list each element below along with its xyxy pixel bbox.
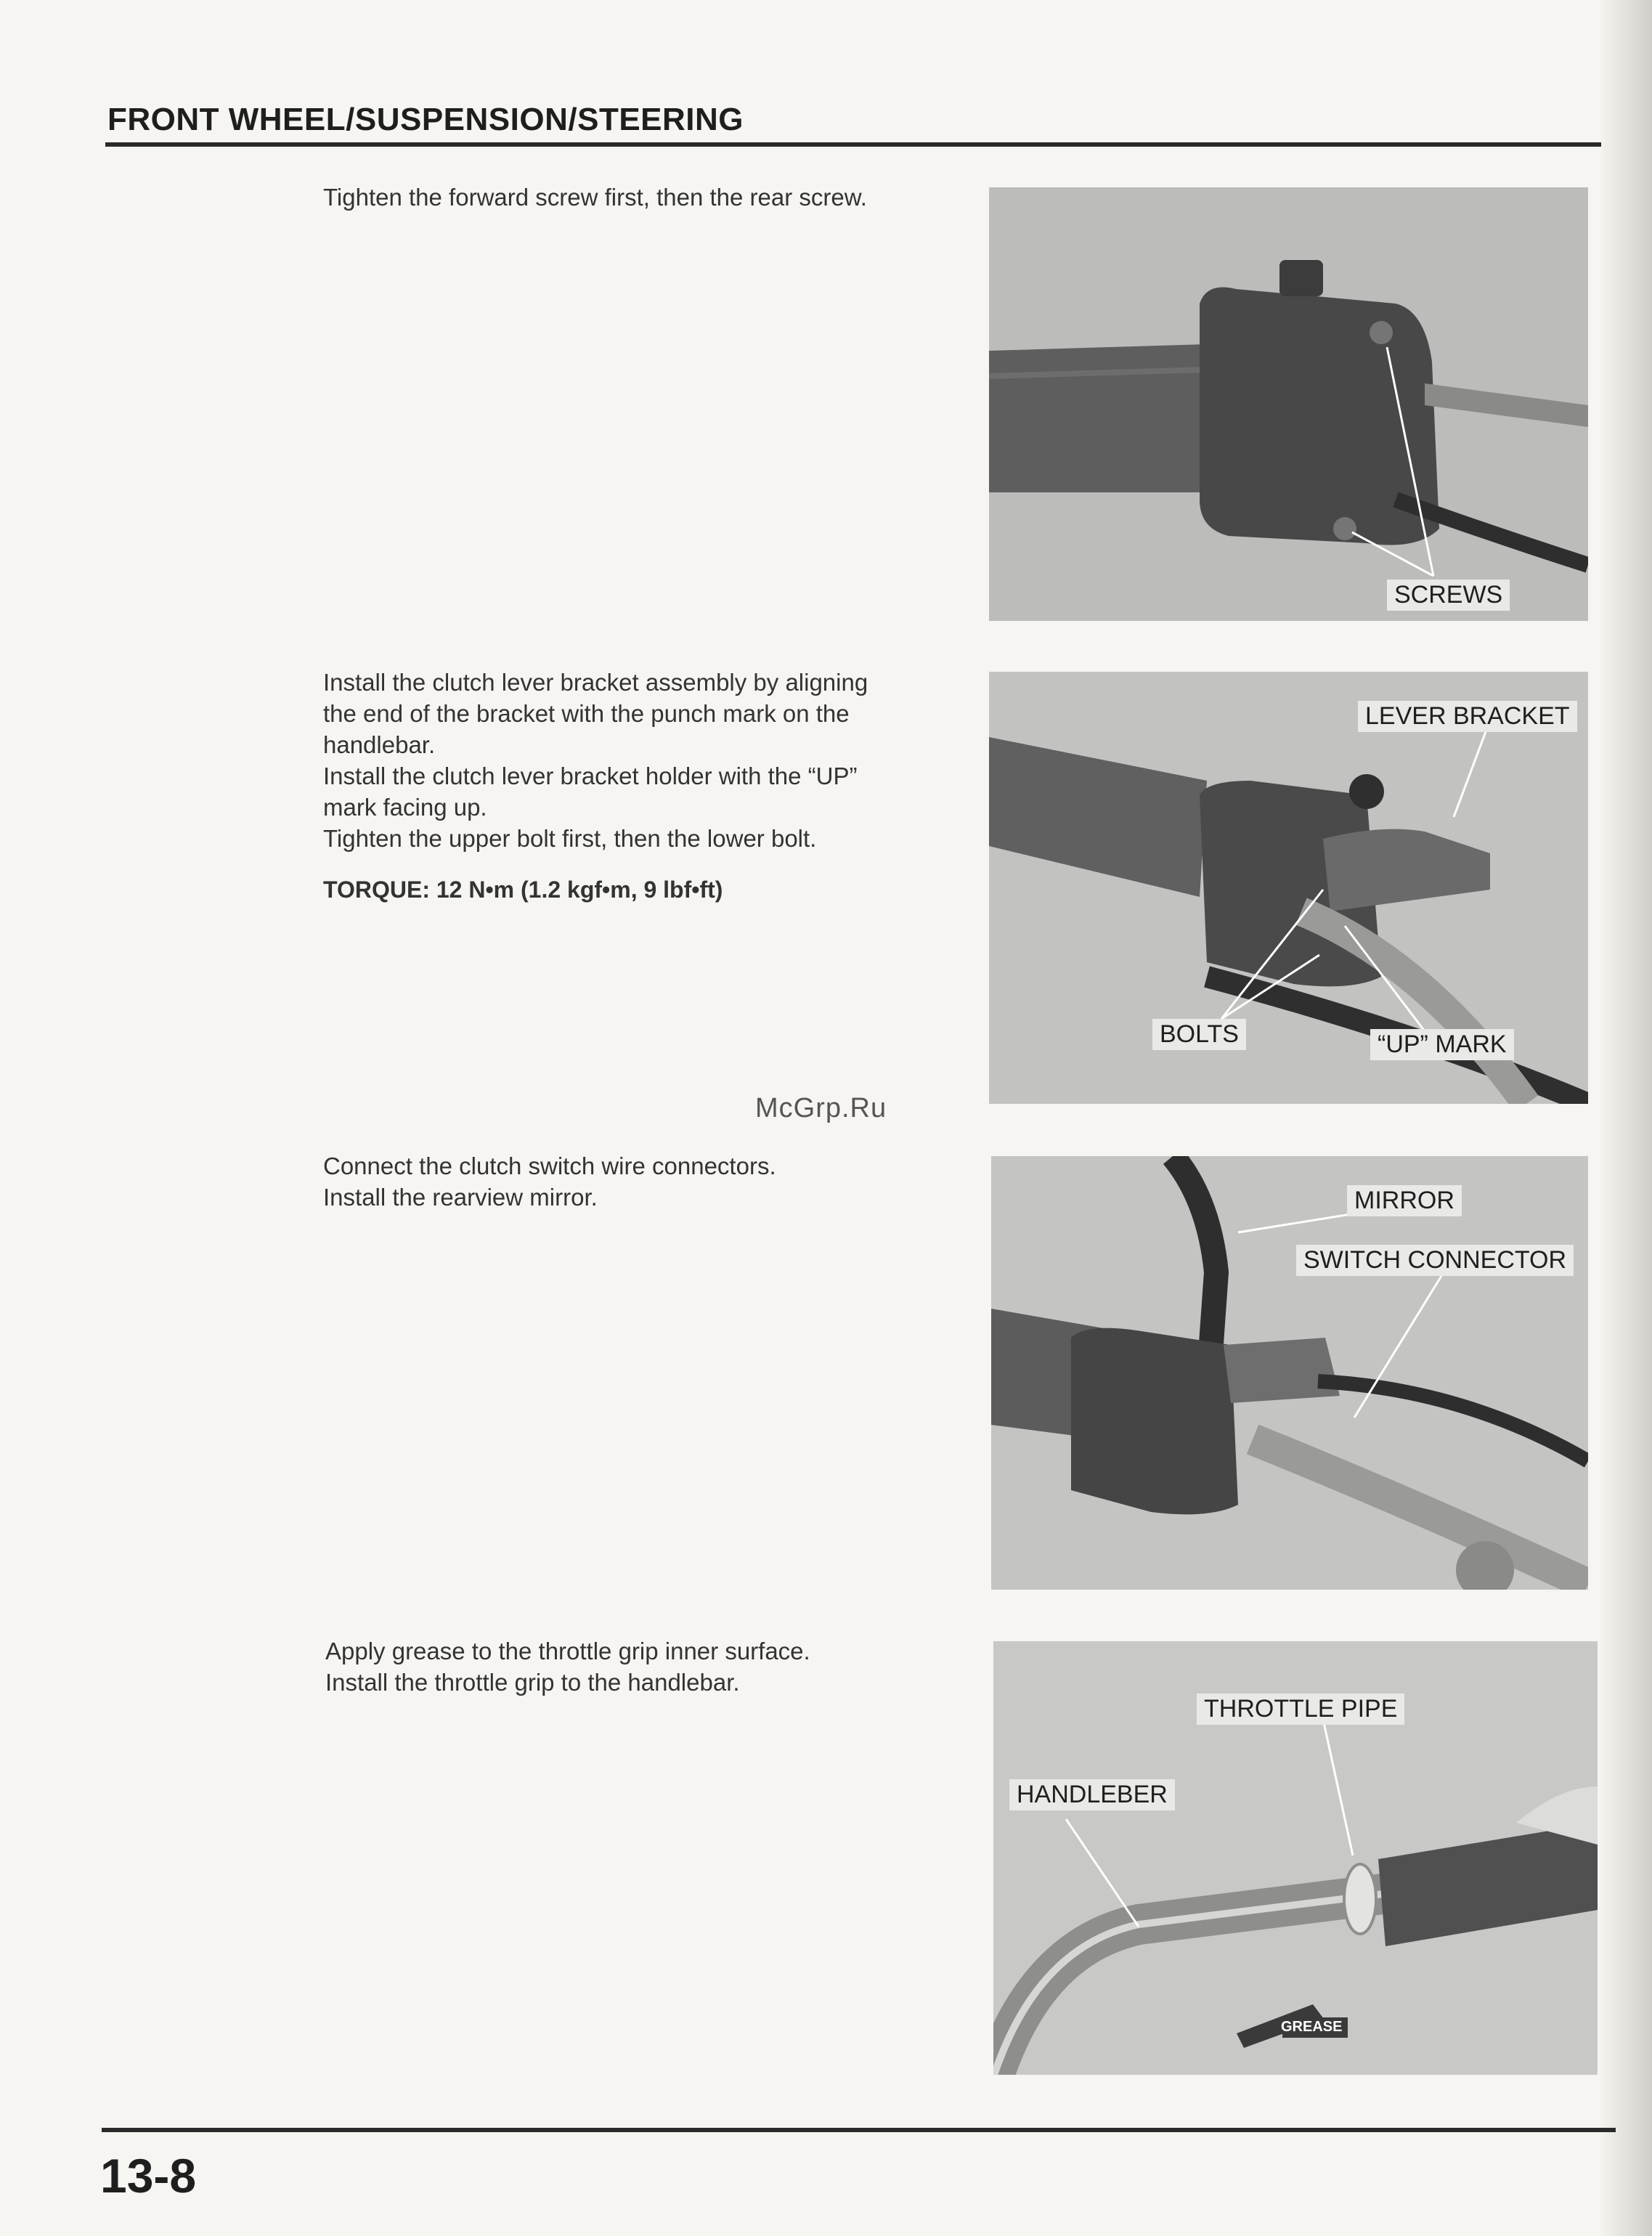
text-line: Apply grease to the throttle grip inner surface. xyxy=(325,1638,810,1664)
step-4-text xyxy=(325,1635,964,1698)
photo-screws-illustration xyxy=(989,187,1588,621)
text-line: Tighten the upper bolt first, then the lower bolt. xyxy=(323,825,817,852)
callout-lever-bracket: LEVER BRACKET xyxy=(1358,701,1577,732)
text-line: Install the clutch lever bracket holder with the “UP” xyxy=(323,763,858,789)
footer-rule xyxy=(102,2128,1616,2132)
torque-spec: TORQUE: 12 N•m (1.2 kgf•m, 9 lbf•ft) xyxy=(323,877,723,903)
photo-lever-bracket xyxy=(989,672,1588,1104)
text-line: Install the rearview mirror. xyxy=(323,1184,598,1211)
callout-bolts: BOLTS xyxy=(1152,1019,1246,1050)
step-2-text xyxy=(323,667,962,906)
header-rule xyxy=(105,142,1601,147)
section-title: FRONT WHEEL/SUSPENSION/STEERING xyxy=(107,102,744,137)
text-line: Connect the clutch switch wire connectors. xyxy=(323,1152,776,1179)
photo-throttle-grip xyxy=(993,1641,1598,2075)
photo-mirror-connector xyxy=(991,1156,1588,1590)
photo-mirror-connector-illustration xyxy=(991,1156,1588,1590)
text-line: mark facing up. xyxy=(323,794,487,821)
grease-icon-label: GREASE xyxy=(1281,2019,1343,2035)
page-gutter-shadow xyxy=(1601,0,1652,2236)
step-3-text xyxy=(323,1150,962,1213)
text-line: Tighten the forward screw first, then the rear screw. xyxy=(323,184,867,211)
step-1-text xyxy=(323,182,977,213)
text-line: handlebar. xyxy=(323,731,436,758)
watermark: McGrp.Ru xyxy=(755,1093,887,1123)
text-line: Install the throttle grip to the handlebar. xyxy=(325,1669,740,1696)
text-line: Install the clutch lever bracket assembly by aligning xyxy=(323,669,868,696)
photo-screws xyxy=(989,187,1588,621)
callout-up-mark: “UP” MARK xyxy=(1370,1029,1514,1060)
callout-throttle-pipe: THROTTLE PIPE xyxy=(1197,1694,1404,1725)
callout-switch-connector: SWITCH CONNECTOR xyxy=(1296,1245,1574,1276)
text-line: the end of the bracket with the punch mark on the xyxy=(323,700,850,727)
callout-screws: SCREWS xyxy=(1387,580,1510,611)
page-number: 13-8 xyxy=(100,2149,197,2203)
callout-handlebar: HANDLEBER xyxy=(1009,1779,1175,1810)
callout-mirror: MIRROR xyxy=(1347,1185,1462,1216)
